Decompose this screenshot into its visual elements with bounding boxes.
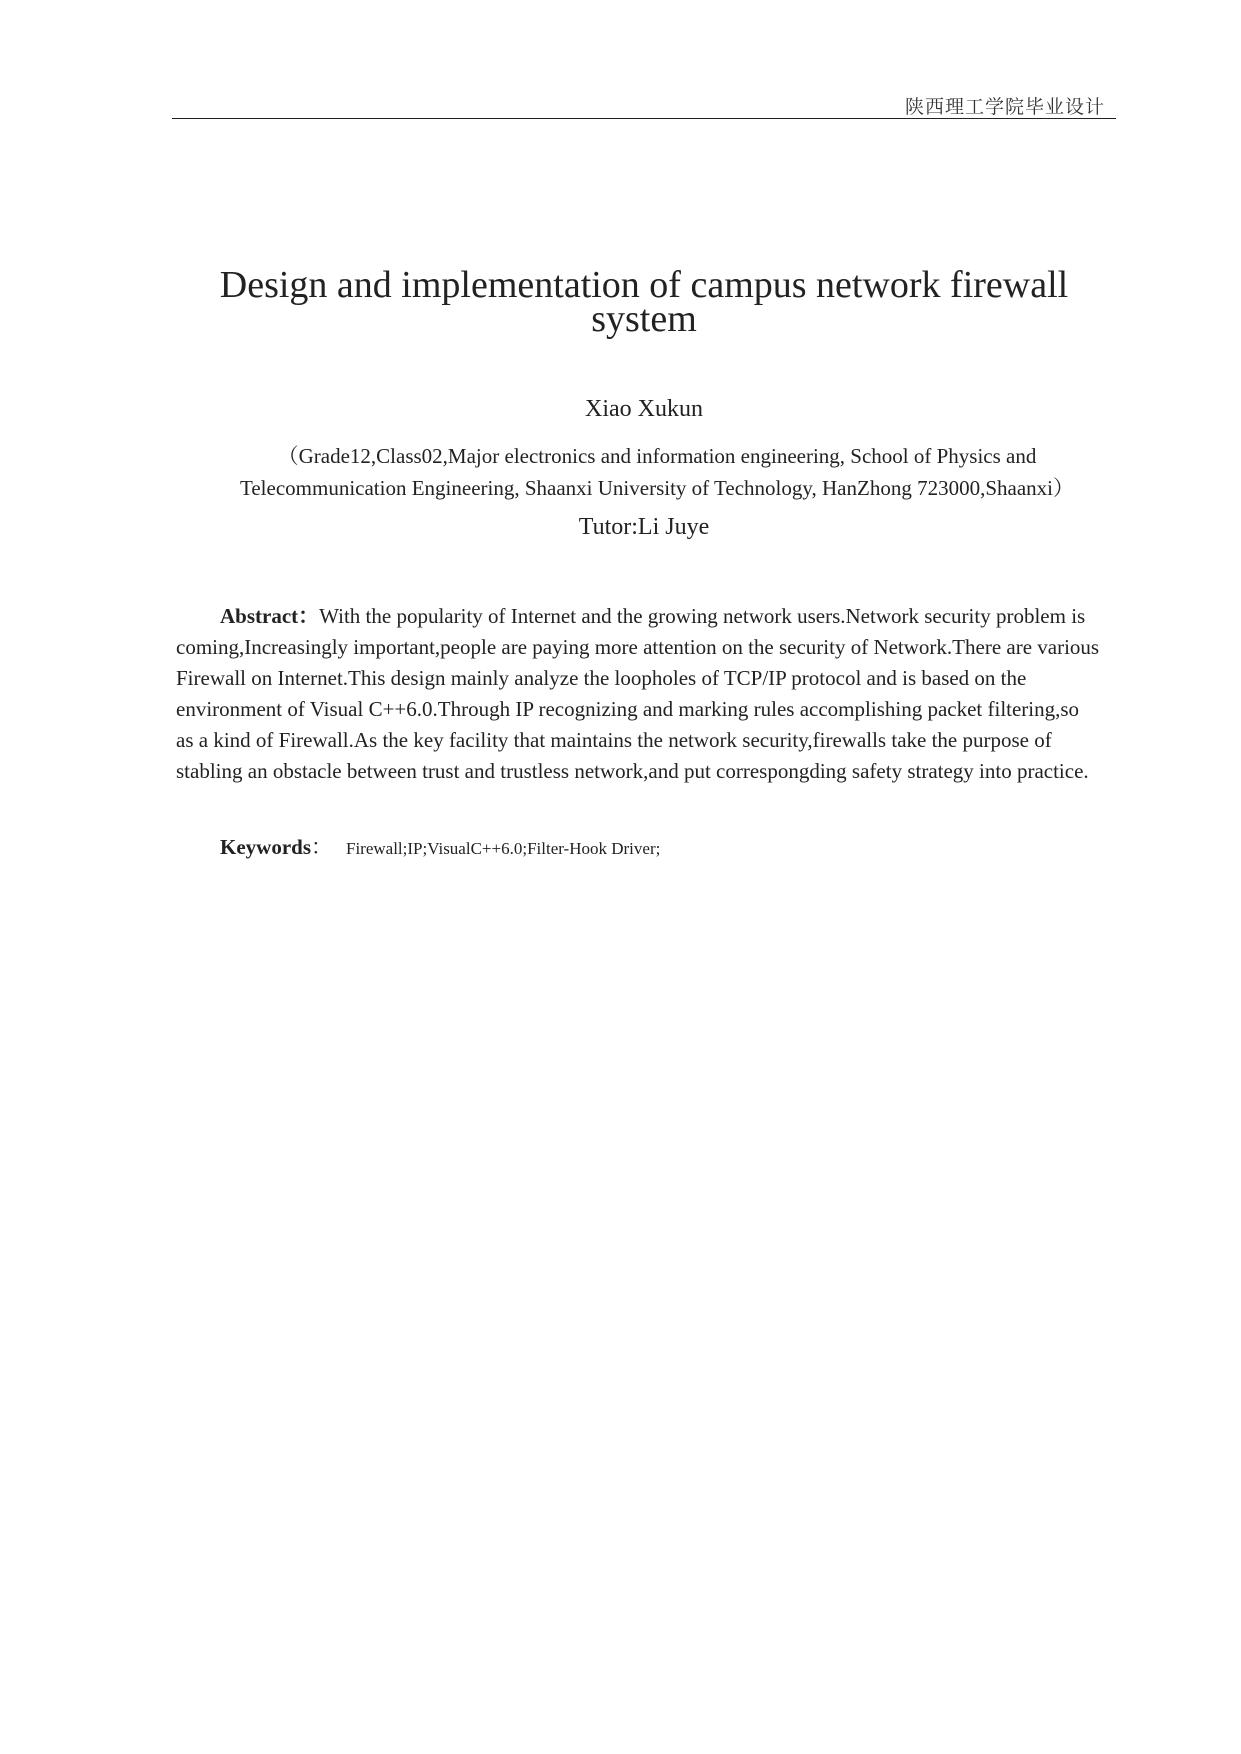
abstract-text: With the popularity of Internet and the growing network users.Network security problem is coming,Increasingly important,people are paying more attention on the security of Network.There are various Firewall on Internet.This design mainly analyze the loopholes of TCP/IP protocol and is based on the environment of Visual C++6.0.Through IP recognizing and marking rules accomplishing packet filtering,so as a kind of Firewall.As the key facility that maintains the network security,firewalls take the purpose of stabling an obstacle between trust and trustless network,and put correspongding safety strategy into practice.	[176, 604, 1100, 783]
keywords-label: Keywords	[220, 835, 311, 859]
header-rule	[172, 118, 1116, 119]
author-affiliation: （Grade12,Class02,Major electronics and information engineering, School of Physics and Telecommunication Engineering, Shaanxi University of Technology, HanZhong 723000,Shaanxi）	[240, 444, 1074, 500]
keywords-line	[220, 831, 660, 861]
paper-title: Design and implementation of campus network firewall system	[219, 264, 1069, 340]
tutor-name: Tutor:Li Juye	[578, 514, 710, 540]
abstract-paragraph	[176, 601, 1100, 787]
keywords-separator: ：	[311, 835, 332, 859]
running-header: 陕西理工学院毕业设计	[904, 96, 1105, 118]
author-name: Xiao Xukun	[585, 396, 703, 422]
abstract-label: Abstract：	[220, 604, 320, 628]
keywords-list: Firewall;IP;VisualC++6.0;Filter-Hook Driver;	[346, 839, 661, 858]
